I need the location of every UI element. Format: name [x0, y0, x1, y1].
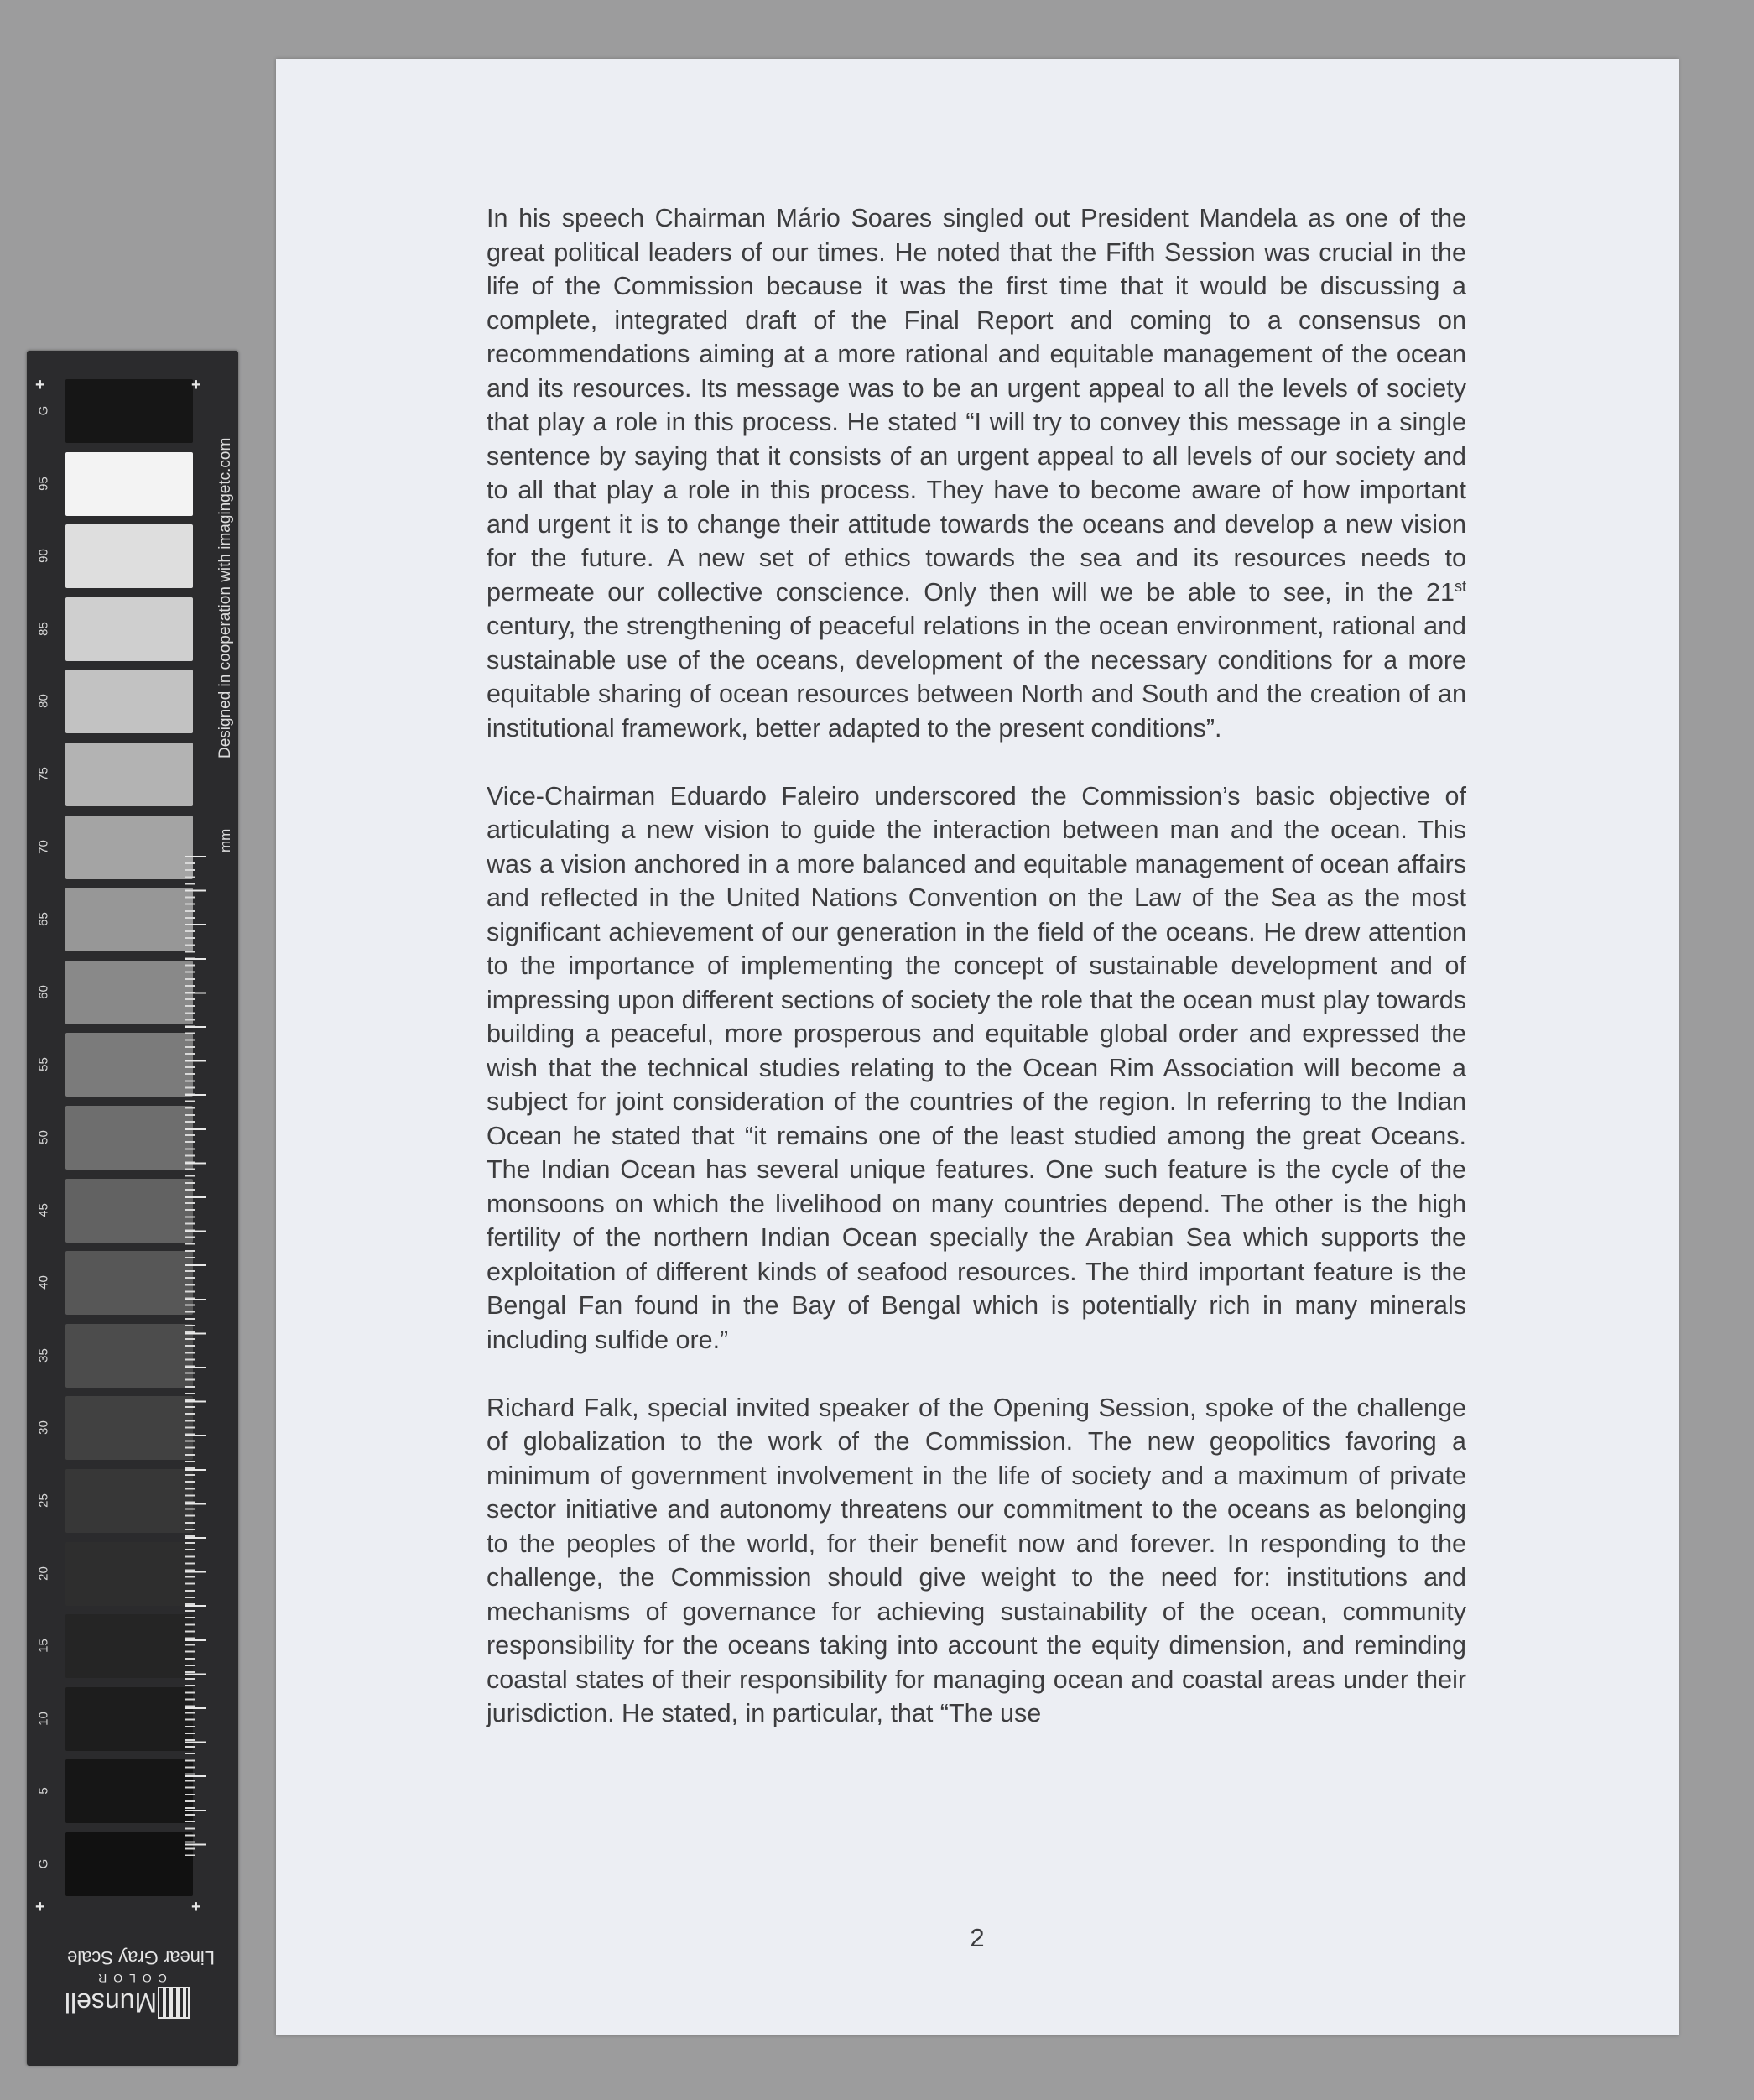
- paragraph-3: Richard Falk, special invited speaker of the Opening Session, spoke of the challenge of globalization to the work of the Commission. The new geopolitics favoring a minimum of government involvement in the life of society and a maximum of private sector initiative and autonomy threatens our commitment to the oceans as belonging to the peoples of the world, for their benefit now and forever. In responding to the challenge, the Commission should give weight to the need for: institutions and mechanisms of governance for achieving sustainability of the ocean, community responsibility for the oceans taking into account the equity dimension, and reminding coastal states of their responsibility for managing ocean and coastal areas under their jurisdiction. He stated, in particular, that “The use: [487, 1393, 1466, 1727]
- registration-mark-top-right: +: [191, 376, 201, 394]
- gray-patch: [65, 379, 193, 443]
- paragraph-1: [487, 201, 1466, 745]
- gray-patch: [65, 1542, 193, 1606]
- page-number: 2: [970, 1923, 985, 1952]
- gray-patch-label: 70: [36, 839, 51, 854]
- gray-patch: [65, 1033, 193, 1097]
- munsell-logo-icon: [158, 1987, 190, 2019]
- gray-patch: [65, 1396, 193, 1460]
- registration-mark-bottom-right: +: [191, 1898, 201, 1916]
- gray-patch-label: 95: [36, 476, 51, 491]
- paragraph-1-part-1: In his speech Chairman Mário Soares singled out President Mandela as one of the great political leaders of our times. He noted that the Fifth Session was crucial in the life of the Commission because it was the first time that it would be discussing a complete, integrated draft of the Final Report and coming to a consensus on recommendations aiming at a more rational and equitable management of the ocean and its resources. Its message was to be an urgent appeal to all the levels of society that play a role in this process. He stated “I will try to convey this message in a single sentence by saying that it consists of an urgent appeal to all levels of our society and to all that play a role in this process. They have to become aware of how important and urgent it is to change their attitude towards the oceans and develop a new vision for the future. A new set of ethics towards the sea and its resources needs to permeate our collective conscience. Only then will we be able to see, in the 21: [487, 204, 1466, 607]
- gray-patch-label: 5: [36, 1787, 51, 1795]
- gray-patch: [65, 1251, 193, 1315]
- gray-patch-label: 90: [36, 549, 51, 564]
- registration-mark-bottom-left: +: [35, 1898, 45, 1916]
- gray-patch: [65, 1324, 193, 1388]
- gray-patch-label: G: [36, 405, 51, 416]
- gray-scale-card: [27, 351, 238, 2066]
- gray-patch-label: 10: [36, 1711, 51, 1726]
- brand-sub: COLOR: [91, 1972, 167, 1985]
- card-credit: Designed in cooperation with imagingetc.com: [216, 437, 234, 758]
- gray-patch-label: 60: [36, 984, 51, 999]
- gray-patch-label: 45: [36, 1202, 51, 1217]
- gray-patch: [65, 1759, 193, 1823]
- card-title: Linear Gray Scale: [66, 1947, 216, 1968]
- gray-patch-label: 80: [36, 694, 51, 709]
- gray-patch-label: 75: [36, 767, 51, 781]
- paragraph-2: Vice-Chairman Eduardo Faleiro underscored the Commission’s basic objective of articulating a new vision to guide the interaction between man and the ocean. This was a vision anchored in a more balanced and equitable management of ocean affairs and reflected in the United Nations Convention on the Law of the Sea as the most significant achievement of our generation in the field of the oceans. He drew attention to the importance of implementing the concept of sustainable development and of impressing upon different sections of society the role that the ocean must play towards building a peaceful, more prosperous and equitable global order and expressed the wish that the technical studies relating to the Ocean Rim Association will become a subject for joint consideration of the countries of the region. In referring to the Indian Ocean he stated that “it remains one of the least studied among the great Oceans. The Indian Ocean has several unique features. One such feature is the cycle of the monsoons on which the livelihood on many countries depend. The other is the high fertility of the northern Indian Ocean specially the Arabian Sea which supports the exploitation of different kinds of seafood resources. The third important feature is the Bengal Fan found in the Bay of Bengal which is potentially rich in many minerals including sulfide ore.”: [487, 781, 1466, 1354]
- ordinal-suffix: st: [1454, 577, 1466, 595]
- gray-patch: [65, 1687, 193, 1751]
- gray-patch: [65, 1106, 193, 1170]
- gray-patch: [65, 816, 193, 879]
- gray-patch-label: 25: [36, 1493, 51, 1508]
- gray-patch: [65, 1832, 193, 1896]
- gray-patch: [65, 1179, 193, 1243]
- gray-patch-label: 50: [36, 1130, 51, 1144]
- gray-patch: [65, 961, 193, 1024]
- document-page: [276, 59, 1679, 2035]
- mm-ruler-major-ticks: [185, 856, 206, 1856]
- gray-patch-label: 65: [36, 912, 51, 927]
- body-text: [487, 201, 1466, 1764]
- gray-patch: [65, 597, 193, 661]
- registration-mark-top-left: +: [35, 376, 45, 394]
- gray-patch-label: 55: [36, 1057, 51, 1072]
- gray-patch-label: G: [36, 1858, 51, 1869]
- gray-patch-label: 30: [36, 1420, 51, 1436]
- gray-patch-label: 40: [36, 1275, 51, 1290]
- gray-patch-label: 15: [36, 1639, 51, 1654]
- gray-patch-label: 85: [36, 621, 51, 636]
- ruler-unit: mm: [217, 828, 233, 852]
- gray-patch: [65, 1469, 193, 1533]
- gray-patch-label: 35: [36, 1347, 51, 1363]
- brand-name: Munsell: [64, 1988, 158, 2018]
- gray-patch: [65, 670, 193, 733]
- gray-patch: [65, 452, 193, 516]
- gray-patch: [65, 743, 193, 806]
- gray-patch-label: 20: [36, 1566, 51, 1581]
- gray-patch: [65, 524, 193, 588]
- gray-patch: [65, 1614, 193, 1678]
- paragraph-1-part-2: century, the strengthening of peaceful relations in the ocean environment, rational and sustainable use of the oceans, development of the necessary conditions for a more equitable sharing of ocean resources between North and South and the creation of an institutional framework, better adapted to the present conditions”.: [487, 612, 1466, 743]
- gray-patch: [65, 888, 193, 951]
